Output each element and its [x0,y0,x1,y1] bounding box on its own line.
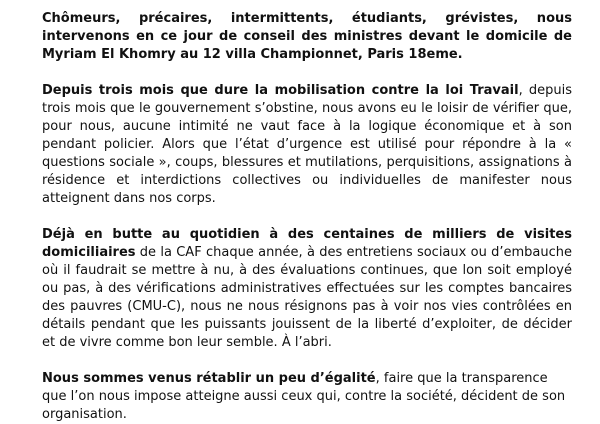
paragraph-2-text: , depuis trois mois que le gouvernement s’obstine, nous avons eu le loisir de vérifier que, pour nous, aucune intimité ne vaut face à la logique économique et à son pendant policier. Alors que l’état d’urgence est utilisé pour répondre à la « questions sociale », coups, blessures et mutilations, perquisitions, assignations à résidence et interdictions collectives ou individuelles de manifester nous atteignent dans nos corps. [42,83,572,206]
paragraph-4 [42,370,572,424]
paragraph-4-bold: Nous sommes venus rétablir un peu d’égalité [42,371,376,386]
document-body [42,10,572,424]
paragraph-3-text: de la CAF chaque année, à des entretiens sociaux ou d’embauche où il faudrait se mettre à nu, à des évaluations continues, que lon soit employé ou pas, à des vérifications administratives effectuées sur les comptes bancaires des pauvres (CMU-C), nous ne nous résignons pas à voir nos vies contrôlées en détails pendant que les puissants jouissent de la liberté d’exploiter, de décider et de vivre comme bon leur semble. À l’abri. [42,245,572,350]
paragraph-2 [42,82,572,208]
paragraph-1-bold: Chômeurs, précaires, intermittents, étudiants, grévistes, nous intervenons en ce jour de conseil des ministres devant le domicile de Myriam El Khomry au 12 villa Championnet, Paris 18eme. [42,11,572,62]
paragraph-3 [42,226,572,352]
paragraph-3-bold: Déjà en butte au quotidien à des centaines de milliers de visites domiciliaires [42,227,572,260]
paragraph-1 [42,10,572,64]
paragraph-2-bold: Depuis trois mois que dure la mobilisation contre la loi Travail [42,83,519,98]
paragraph-4-text: , faire que la transparence que l’on nous impose atteigne aussi ceux qui, contre la société, décident de son organisation. [42,371,566,422]
